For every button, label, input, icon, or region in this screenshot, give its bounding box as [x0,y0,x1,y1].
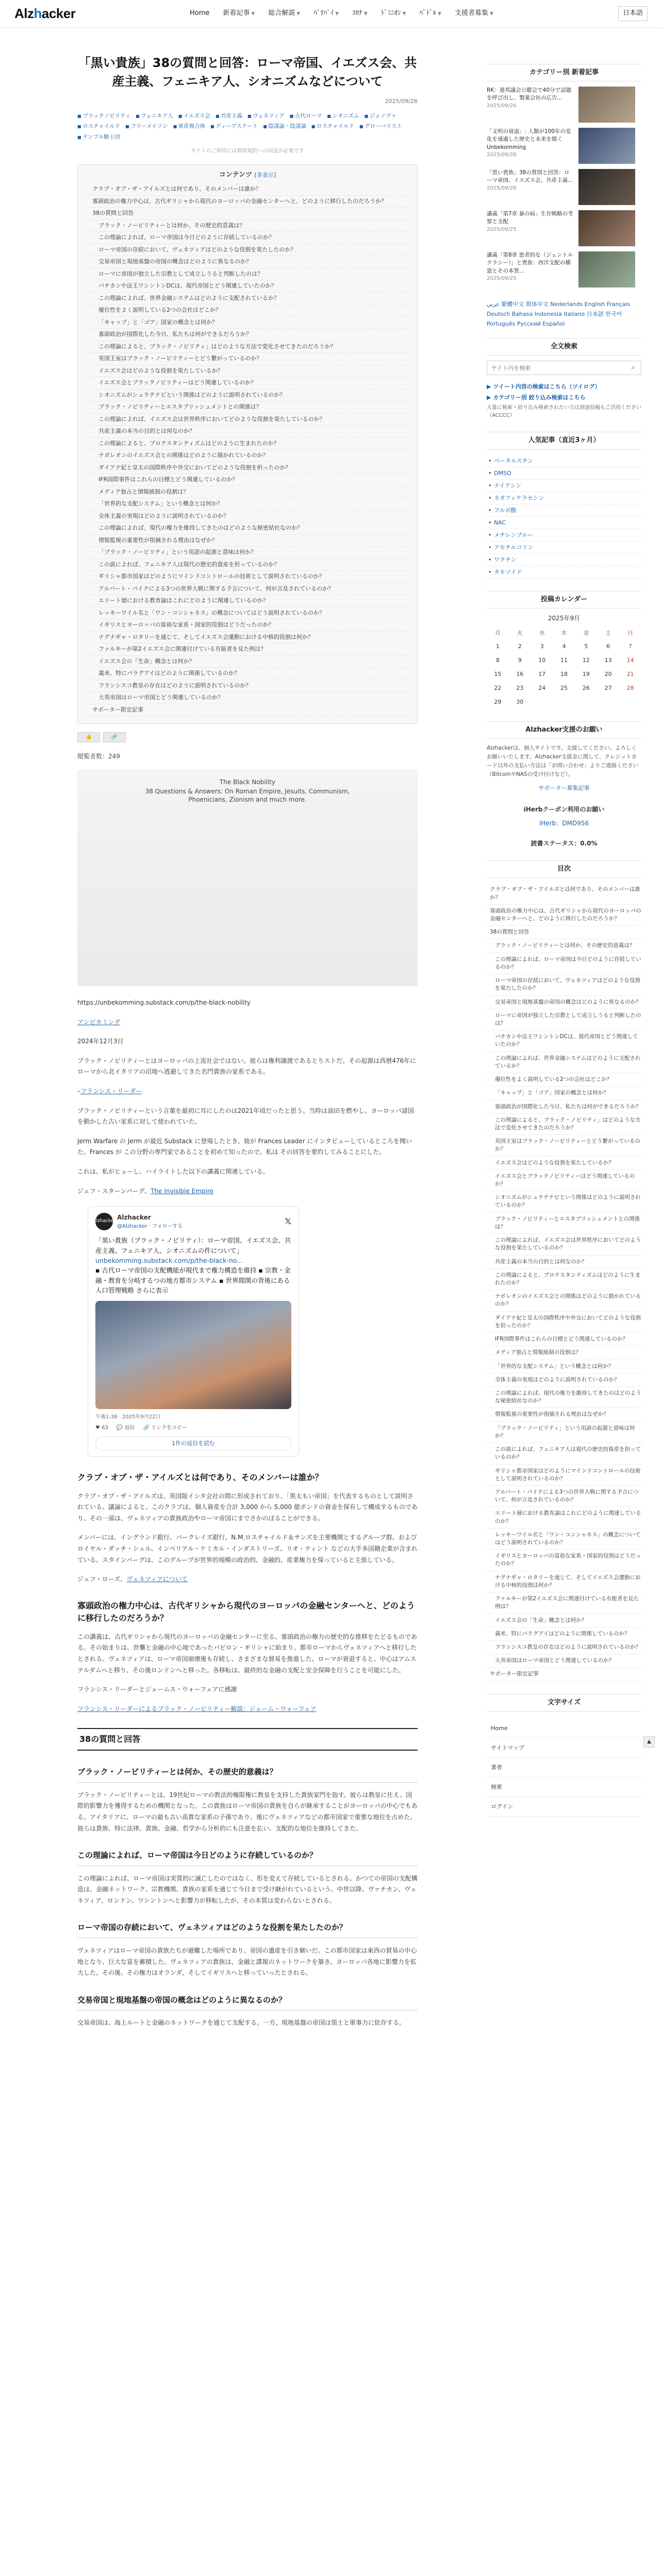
toc-item[interactable]: ファルキーが第2イエズス会に関連付けている有能者を見た例は？ [87,643,408,656]
ranking-list [487,455,641,579]
toc-item[interactable]: 優位性をよく説明している2つの会社はどこか？ [487,1073,641,1087]
avatar[interactable]: Alzhacker [95,1213,113,1230]
nav-supporter[interactable]: 支援者募集 ▼ [454,9,493,18]
calendar-day [553,695,575,709]
thumbnail[interactable] [578,251,635,287]
question-heading: ローマ帝国の存続において、ヴェネツィアはどのような役割を果たしたのか？ [77,1922,418,1938]
venice-link[interactable]: ヴェネツィアについて [126,1575,188,1583]
ranking-item[interactable]: • ナイアシン [487,480,641,492]
recent-post-item[interactable]: RK：連邦議会公聴会で40分で話題を呼び出し、製薬会社の広告... 2025/09/26 [487,87,641,123]
calendar-day[interactable]: 15 [494,670,502,677]
toc-item[interactable]: ギリシャ都市国家はどのようにマインドコントロールの技術として説明されているのか？ [487,1465,641,1486]
toc-title: コンテンツ [非表示] [219,171,276,179]
calendar-day[interactable]: 27 [604,684,612,691]
calendar-day[interactable]: 5 [584,642,588,650]
tag-link[interactable]: ■ テンプル騎士団 [77,133,120,141]
toc-hide-toggle[interactable]: [非表示] [254,172,276,179]
scroll-top-button[interactable]: ▲ [643,1736,655,1748]
tag-link[interactable]: ■ ヴェネツィア [247,112,285,120]
calendar-day[interactable]: 23 [516,684,524,691]
nav-corona[interactable]: ｺﾛﾅ ▼ [352,9,368,18]
intro-source-prefix: ジェフ・スターンバーグ、 [77,1187,151,1195]
reply-button[interactable]: 💬 返信 [116,1425,135,1431]
main-nav [190,8,493,19]
calendar-day[interactable]: 1 [495,642,500,650]
toc-item[interactable]: ローマに帝国が独立した宗教として成立しうると判断したのは？ [87,268,408,281]
coupon-title: iHerbクーポン利用のお願い [523,806,605,814]
nav-new[interactable]: 新着記事 ▼ [223,9,255,18]
recent-post-item[interactable]: 「黒い貴族」38の質問と回答：ローマ帝国、イエズス会、共産主義... 2025/09/26 [487,169,641,205]
footer-menu [487,1719,641,1817]
tag-list [77,112,418,141]
toc-item[interactable]: 大英帝国はローマ帝国とどう関連しているのか？ [487,1654,641,1668]
tweet-link[interactable]: unbekomming.substack.com/p/the-black-no... [95,1257,243,1265]
toc-item[interactable]: レッキーワイル名と「ワン・コンシャネス」の概念についてはどう説明されているのか？ [87,607,408,620]
tag-link[interactable]: ■ フェニキア人 [136,112,173,120]
toc-item[interactable]: 英国王室はブラック・ノービリティーとどう繋がっているのか？ [87,353,408,365]
toc-item[interactable]: ダイアナ妃と皇太の国際秩序や外交においてどのような役割を担ったのか？ [487,1312,641,1333]
embedded-tweet [88,1206,299,1456]
ranking-item[interactable]: • アセチルコリン [487,541,641,554]
calendar-day [619,695,641,709]
thumbnail[interactable] [578,87,635,123]
section-paragraph: この講義は、古代ギリシャから現代のヨーロッパの金融センターに至る、寡頭政治の権力の歴史的な推移をたどるものである。その始まりは、世襲と金融の中心地であったバビロン・ギリシャに始まり、都市ローマからヴェネツィアへと移行したとされる。ヴェネツィアは、ローマ帝国崩壊後も存続し、さまざまな貿易を推進した。ローマが衰退すると、中心はアムステルダムへと移り、その後ロンドンへと移った。各移転は、最終的な金融の支配と安全保障を行うことを可能にした。 [77,1633,418,1674]
weekday-label: 木 [561,629,567,636]
toc-item[interactable]: イエズス会はどのような役割を果たしているか？ [487,1157,641,1170]
calendar-day[interactable]: 2 [518,642,522,650]
weekday-label: 土 [605,629,611,636]
ranking-item[interactable]: • DMSO [487,467,641,480]
menu-item-login[interactable]: ログイン [487,1797,641,1817]
sidebar-heading: 全文検索 [487,338,641,355]
toc-item[interactable]: ナポレオンのイエズス会との関係はどのように描かれているのか？ [487,1290,641,1311]
toc-item[interactable]: アルバート・パイクによる3つの世界大戦に関する予言について、何が言及されているのか？ [487,1486,641,1507]
toc-item[interactable]: 「ブラック・ノービリティ」という用語の起源と意味は何か？ [87,547,408,559]
toc-item[interactable]: イエズス会とブラックノビリティーはどう関連しているのか？ [487,1170,641,1191]
toc-item[interactable]: イギリスとヨーロッパの富裕な家系・国家的役割はどうだったのか？ [87,619,408,632]
toc-item[interactable]: ギリシャ都市国家はどのようにマインドコントロールの技術として説明されているのか？ [87,571,408,583]
nav-dominion[interactable]: ﾄﾞﾐﾆｵﾝ ▼ [380,9,406,18]
toc-item[interactable]: シオニズムがシュラテナビという関係はどのように説明されているのか？ [87,389,408,402]
calendar-day[interactable]: 30 [516,699,524,706]
share-buttons [77,732,418,742]
tag-link[interactable]: ■ ディープステート [210,122,258,130]
weekday-label: 金 [583,629,589,636]
calendar-day[interactable]: 25 [560,684,568,691]
toc-item[interactable]: この理論によれば、現代の権力を維持してきたのはどのような秘密結社なのか？ [487,1387,641,1408]
toc-item[interactable]: レッキーワイル名と「ワン・コンシャネス」の概念についてはどう説明されているのか？ [487,1529,641,1550]
toc-item[interactable]: イエズス会はどのような役割を果たしているか？ [87,365,408,378]
tag-link[interactable]: ■ シオニズム [327,112,359,120]
source-url: https://unbekomming.substack.com/p/the-black-nobility [77,999,251,1007]
recent-post-item[interactable]: 「文明の衰退」: 人類が100年の変化を通過した歴史と未来を描く Unbekomming 2025/09/26 [487,128,641,164]
tweet-actions [95,1424,291,1432]
ranking-item[interactable]: • ネオフィケラセシン [487,492,641,504]
toc-item[interactable]: エリート層における教育論はこれにどのように関連しているのか？ [487,1507,641,1528]
calendar-day[interactable]: 14 [626,656,634,664]
sidebar-heading: Alzhacker支援のお願い [487,721,641,739]
site-header [0,0,662,28]
chevron-down-icon: ▼ [296,11,301,17]
toc-item[interactable]: 「キャップ」と「ゴア」国家の概念とは何か？ [87,317,408,329]
footer-menu-block [487,1694,641,1817]
calendar-day[interactable]: 20 [604,670,612,677]
thumbnail[interactable] [578,169,635,205]
ranking-block [487,432,641,579]
toc-item[interactable]: この理論によれば、現代の権力を維持してきたのはどのような秘密結社なのか？ [87,522,408,535]
tag-link[interactable]: ■ 共産主義 [216,112,242,120]
toc-item[interactable]: 「世界的な支配システム」という概念とは何か？ [487,1360,641,1374]
toc-item[interactable]: クラブ・オブ・ザ・アイルズとは何であり、そのメンバーは誰か？ [87,183,408,196]
toc-item[interactable]: この理論によれば、イエズス会は世界秩序においてどのような役割を果たしているのか？ [487,1234,641,1255]
author-link[interactable]: フランシス・リーダー [80,1088,142,1095]
toc-item[interactable]: この理論によれば、世界金融システムはどのように支配されているか？ [87,293,408,305]
calendar-day [597,695,619,709]
toc-item[interactable]: ローマ帝国の存続において、ヴェネツィアはどのような役割を果たしたのか？ [487,974,641,995]
menu-item-search[interactable]: 検索 [487,1777,641,1797]
sidebar-heading: 目次 [487,860,641,878]
toc-item[interactable]: IFR国際事件はこれらの目標とどう関連しているのか？ [87,474,408,486]
intro-paragraph: これは、私がヒューし、ハイライトした以下の講義に関連している。 [77,1168,269,1176]
section-paragraph: メンバーには、イングランド銀行、バークレイズ銀行、N.M.ロスチャイルド＆サンズを主要機関とするグループ群、およびロイヤル・ダッチ・シェル、インペリアル・ケミカル・インダストリーズ、リオ・ティント などの大手多国籍企業が含まれている。スタインバーグは、このグループが世界的規模の政治的、金融的、産業権力を保っていると主張している。 [77,1534,418,1564]
support-text: Alzhackerは、個人サイトです。支援してください。よろしくお願いいたします。Alzhacker支援金に関して、クレジットカード以外の支払い方法は「お問い合わせ」よりご連絡ください（BitcoinやNASの受け付けなど）。 [487,745,638,777]
copy-link-button[interactable]: 🔗 リンクをコピー [143,1425,187,1431]
section-heading: 38の質問と回答 [77,1728,418,1751]
ranking-item[interactable]: • ワクチン [487,554,641,566]
post-calendar [487,614,641,709]
toc-item[interactable]: この説によれば、フェニキア人は現代の歴史的資産を担っているのか？ [87,559,408,571]
toc-item[interactable]: アルバート・パイクによる3つの世界大戦に関する予言について、何が言及されているのか？ [87,583,408,596]
tweet-author[interactable]: Alzhacker [117,1214,151,1222]
toc-item[interactable]: 寡頭政治の権力中心は、古代ギリシャから現代のヨーロッパの金融センターへと、どのように移行したのだろうか？ [487,905,641,926]
toc-item[interactable]: 寡頭政治の権力中心は、古代ギリシャから現代のヨーロッパの金融センターへと、どのように移行したのだろうか？ [87,196,408,208]
answer-paragraph: ブラック・ノービリティーとは、19世紀ローマの教法的権限権に教皇を支持した貴族家門を指す。彼らは教皇に仕え、国際的影響力を獲得するための機関となった。この貴族はローマ帝国の貴族を自らが継承することがヨーロッパの中心でもある。アイタリアに、ローマの最も古い高貴な家系の子孫であり、後にヴェネツィアなどの都市国家で重要な地位を占めた。彼らは貴族、特に法律、貴族、金融、哲学から分析的にも注意を払い、支配的な地位を維持してきた。 [77,1791,418,1832]
hero-subheading: 38 Questions & Answers: On Roman Empire, Jesuits, Communism, Phoenicians, Zionism and much more. [145,787,350,804]
search-icon[interactable]: ⌕ [631,364,635,372]
toc-item[interactable]: ローマ帝国の存続において、ヴェネツィアはどのような役割を果たしたのか？ [87,244,408,257]
calendar-day[interactable]: 18 [560,670,568,677]
source-link[interactable]: アンビカミング [77,1018,121,1026]
coupon-code[interactable]: iHerb：DMD956 [539,820,589,827]
calendar-day[interactable]: 28 [626,684,634,691]
calendar-day[interactable]: 4 [562,642,566,650]
menu-item-author[interactable]: 著者 [487,1758,641,1777]
chevron-down-icon: ▼ [438,11,441,17]
weekday-label: 日 [627,629,634,636]
thumbnail[interactable] [578,210,635,246]
answer-paragraph: 交易帝国は、海上ルートと金融のネットワークを通じて支配する。一方、現地基盤の帝国は領土と軍事力に依存する。 [77,2019,406,2027]
tag-link[interactable]: ■ ブラックノビリティ [77,112,130,120]
toc-item[interactable]: ブラック・ノービリティーとは何か、その歴史的意義は？ [487,939,641,953]
terms-note: サイトのご利用には利用規約への同意が必要です [191,148,304,154]
nav-overview[interactable]: 総合解説 ▼ [268,9,301,18]
chevron-down-icon: ▼ [363,11,368,17]
toc-item[interactable]: メディア独占と情報統制の役割は？ [87,486,408,499]
toc-item[interactable]: この理論によれば、イエズス会は世界秩序においてどのような役割を果たしているのか？ [87,414,408,426]
toc-item[interactable]: イエズス会の「生命」概念とは何か？ [87,656,408,668]
language-select[interactable]: 日本語 [618,6,648,21]
toc-item[interactable]: この理論によると、ブラック・ノビリティ」はどのような方法で変化させてきたのだろうか？ [87,341,408,353]
video-link[interactable]: フランシス・リーダーによるブラック・ノービリティー解説：ジェーム・ウォーフェア [77,1705,317,1713]
toc-item[interactable]: 大英帝国はローマ帝国とどう関連しているのか？ [87,692,408,704]
tweet-handle[interactable]: @Alzhacker · フォローする [117,1223,183,1229]
section-paragraph: フランシス・リーダーとジェームス・ウォーフェアに感謝 [77,1686,237,1693]
toc-item[interactable]: イエズス会の「生命」概念とは何か？ [487,1614,641,1628]
toc-item[interactable]: ファルキーが第2イエズス会に関連付けている有能者を見た例は？ [487,1592,641,1614]
ranking-item[interactable]: • タキソイド [487,566,641,579]
toc-item[interactable]: 交易帝国と現地基盤の帝国の概念はどのように異なるのか？ [87,256,408,268]
calendar-block [487,591,641,709]
supporter-link[interactable]: サポーター募集記事 [538,785,590,792]
calendar-day [575,695,597,709]
sidebar-toc-list [487,883,641,1681]
tag-link[interactable]: ■ 軍産複合体 [173,122,206,130]
tag-link[interactable]: ■ ロスチャイルド [311,122,354,130]
intro-paragraph: ブラック・ノビリティーとはヨーロッパの上流社会ではない。彼らは権利譲渡であるとりストだ。その起源は西暦476年にローマから北イタリアの沼地へ逃避してきた名門貴族の家系である。 [77,1057,417,1076]
question-heading: この理論によれば、ローマ帝国は今日どのように存続しているのか？ [77,1850,418,1866]
sidebar-heading: 投稿カレンダー [487,591,641,608]
toc-item[interactable]: 「世界的な支配システム」という概念とは何か？ [87,498,408,511]
section-heading: 寡頭政治の権力中心は、古代ギリシャから現代のヨーロッパの金融センターへと、どのように移行したのだろうか？ [77,1600,415,1623]
tweet-image[interactable] [95,1301,291,1409]
tag-link[interactable]: ■ イエズス会 [178,112,210,120]
share-button[interactable]: 🔗 [103,732,126,742]
article-main: 「黒い貴族」38の質問と回答：ローマ帝国、イエズス会、共産主義、フェニキア人、シオニズムなどについて 2025/09/26 ■ ブラックノビリティ ■ フェニキア人 ■ イエズス会 ■ 共産主義 ■ ヴェネツィア ■ 古代ローマ ■ シオニズム ■ ジェノヴァ ■ ロスチャイルド ■ フリーメイソン ■ 軍産複合体 ■ ディープステート ■ 陰謀論・陰謀論 ■ ロスチャイルド ■ グローバリスト ■ テンプル騎士団 サイトのご利用には利用規約への同意が必要です コンテンツ [非表示] クラブ・オブ・ザ・アイルズとは何であり、そのメンバーは誰か？ 寡頭政治の権力中心は、古代ギリシャから現代のヨーロッパの金融センターへと、どのように移行したのだろうか？ 38の質問と回答 ブラック・ノービリティーとは何か、その歴史的意義は？ この理論によれば、ローマ帝国は今日どのように存続しているのか？ ローマ帝国の存続において、ヴェネツィアはどのような役割を果たしたのか？ 交易帝国と現地基盤の帝国の概念はどのように異なるのか？ ローマに帝国が独立した宗教として成立しうると判断したのは？ バチカンや法王ワシントンDCは、現代帝国とどう関連していたのか？ この理論によれば、世界金融システムはどのように支配されているか？ 優位性をよく説明している2つの会社はどこか？ 「キャップ」と「ゴア」国家の概念とは何か？ 寡頭政治が国際化した今日、私たちは何ができるだろうか？ この理論によると、ブラック・ノビリティ」はどのような方法で変化させてきたのだろうか？ 英国王室はブラック・ノービリティーとどう繋がっているのか？ イエズス会はどのような役割を果たしているか？ イエズス会とブラックノビリティーはどう関連しているのか？ シオニズムがシュラテナビという関係はどのように説明されているのか？ ブラック・ノビリティーとエスタブリッシュメントとの関係は？ この理論によれば、イエズス会は世界秩序においてどのような役割を果たしているのか？ 共産主義の本当の目的とは何なのか？ この理論によると、プロテスタンティズムはどのように生まれたのか？ ナポレオンのイエズス会との関係はどのように描かれているのか？ ダイアナ妃と皇太の国際秩序や外交においてどのような役割を担ったのか？ IFR国際事件はこれらの目標とどう関連しているのか？ メディア独占と情報統制の役割は？ 「世界的な支配システム」という概念とは何か？ 全体主義の実現はどのように説明されているのか？ この理論によれば、現代の権力を維持してきたのはどのような秘密結社なのか？ 情報監視の重要性が指摘される理由はなぜか？ 「ブラック・ノービリティ」という用語の起源と意味は何か？ この説によれば、フェニキア人は現代の歴史的資産を担っているのか？ ギリシャ都市国家はどのようにマインドコントロールの技術として説明されているのか？ アルバート・パイクによる3つの世界大戦に関する予言について、何が言及されているのか？ エリート層における教育論はこれにどのように関連しているのか？ レッキーワイル名と「ワン・コンシャネス」の概念についてはどう説明されているのか？ イギリスとヨーロッパの富裕な家系・国家的役割はどうだったのか？ ナグナギャ・ロタリーを通じて、そしてイエズス会運動における中核的役割は何か？ ファルキーが第2イエズス会に関連付けている有能者を見た例は？ イエズス会の「生命」概念とは何か？ 義米、特にパラグアイはどのように関係しているのか？ フランシスコ教皇の存在はどのように説明されているのか？ 大英帝国はローマ帝国とどう関連しているのか？ サポーター限定記事 👍 🔗 閲覧者数：249 The Black Nobility 38 Questions & Answers: On Roman Empire, Jesuits, Communism, Phoenicians, Zionism and much more. https://unbekomming.substack.com/p/the-black-nobility アンビカミング 2024年12月3日 ブラック・ノビリティーとはヨーロッパの上流社会ではない。彼らは権利譲渡であるとりストだ。その起源は西暦476年にローマから北イタリアの沼地へ逃避してきた名門貴族の家系である。 –フランシス・リーダー ブラック・ノビリティーという言葉を最初に耳にしたのは2021年頃だったと思う。当時は油田を燃やし、ヨーロッパ諸国を動かした古い家系に対して使われていた。 Jerm Warfare の Jerm が最近 Substack に登場したとき、彼が Frances Leader にインタビューしているところを聞いた。Frances が この分野の専門家であることを初めて知ったので、私は その回答を要約してみることにした。 これは、私がヒューし、ハイライトした以下の講義に関連している。 ジェフ・スターンバーグ、The Invisible Empire Alzhacker Alzhacker @Alzhacker · フォローする 𝕏 「黒い貴族（ブラック・ノビリティ）：ローマ帝国、イエズス会、共産主義、フェニキア人、シオニズムの件について」 unbekomming.substack.com/p/the-black-no... ▪ 古代ローマ帝国の支配機能が現代まで権力構造を維持 ▪ 宗教・金融・教育を分岐するつの地方都市システム ▪ 世界間関の背後にある人口管理戦略 さらに表示 午後1:38 · 2025年9月22日 ♥ 63 💬 返信 🔗 リンクをコピー 1件の返信を読む クラブ・オブ・ザ・アイルズとは何であり、そのメンバーは誰か？ クラブ・オブ・ザ・アイルズは、英国版イシタ会社の間に形成されており、「黒太もい帝国」を代表するものとして説明されている。議論によると、このクラブは、個人資産を合計 3,000 から 5,000 億ポンドの資金を保有して構成するものであり、その一部は、ヴェネツィアの貴族政治やローマ帝国にまでさかのぼることができる。 メンバーには、イングランド銀行、バークレイズ銀行、N.M.ロスチャイルド＆サンズを主要機関とするグループ群、およびロイヤル・ダッチ・シェル、インペリアル・ケミカル・インダストリーズ、リオ・ティント などの大手多国籍企業が含まれている。スタインバーグは、このグループが世界的規模の政治的、金融的、産業権力を保っていると主張している。 ジェフ・ローズ、ヴェネツィアについて 寡頭政治の権力中心は、古代ギリシャから現代のヨーロッパの金融センターへと、どのように移行したのだろうか？ この講義は、古代ギリシャから現代のヨーロッパの金融センターに至る、寡頭政治の権力の歴史的な推移をたどるものである。その始まりは、世襲と金融の中心地であったバビロン・ギリシャに始まり、都市ローマからヴェネツィアへと移行したとされる。ヴェネツィアは、ローマ帝国崩壊後も存続し、さまざまな貿易を推進した。ローマが衰退すると、中心はアムステルダムへと移り、その後ロンドンへと移った。各移転は、最終的な金融の支配と安全保障を行うことを可能にした。 フランシス・リーダーとジェームス・ウォーフェアに感謝 フランシス・リーダーによるブラック・ノービリティー解説：ジェーム・ウォーフェア 38の質問と回答 ブラック・ノービリティーとは何か、その歴史的意義は？ ブラック・ノービリティーとは、19世紀ローマの教法的権限権に教皇を支持した貴族家門を指す。彼らは教皇に仕え、国際的影響力を獲得するための機関となった。この貴族はローマ帝国の貴族を自らが継承することがヨーロッパの中心でもある。アイタリアに、ローマの最も古い高貴な家系の子孫であり、後にヴェネツィアなどの都市国家で重要な地位を占めた。彼らは貴族、特に法律、貴族、金融、哲学から分析的にも注意を払い、支配的な地位を維持してきた。 この理論によれば、ローマ帝国は今日どのように存続しているのか？ この理論によれば、ローマ帝国は実質的に滅亡したのではなく、形を変えて存続しているとされる。かつての帝国の支配構造は、金融ネットワーク、宗教機関、貴族の家系を通じて今日まで受け継がれているという。中世以降、ヴァチカン、ヴェネツィア、ロンドン、ワシントンへと影響力が移転したが、その本質は変わらないとされる。 ローマ帝国の存続において、ヴェネツィアはどのような役割を果たしたのか？ ヴェネツィアはローマ帝国の貴族たちが避難した場所であり、帝国の遺産を引き継いだ。この都市国家は東西の貿易の中心地となり、巨大な富を蓄積した。ヴェネツィアの貴族は、金融と諜報のネットワークを築き、ヨーロッパ各地に影響力を拡大した。その後、その権力はオランダ、そしてイギリスへと移っていったとされる。 交易帝国と現地基盤の帝国の概念はどのように異なるのか？ 交易帝国は、海上ルートと金融のネットワークを通じて支配する。一方、現地基盤の帝国は領土と軍事力に依存する。 [10,28,464,2037]
ranking-item[interactable]: • メチレンブルー [487,529,641,541]
search-note: 大量に検索・絞り込み検索されたい方は別途投稿もご活用ください（ACCCC） [487,405,641,419]
toc-item[interactable]: 情報監視の重要性が指摘される理由はなぜか？ [87,535,408,547]
tag-link[interactable]: ■ ジェノヴァ [365,112,397,120]
thumbnail[interactable] [578,128,635,164]
calendar-day[interactable]: 7 [628,642,633,650]
calendar-day[interactable]: 3 [540,642,544,650]
ranking-item[interactable]: • NAC [487,517,641,529]
table-of-contents [77,164,418,724]
weekday-label: 水 [539,629,545,636]
toc-item[interactable]: サポーター限定記事 [487,1668,641,1681]
tag-link[interactable]: ■ ロスチャイルド [77,122,120,130]
calendar-day[interactable]: 9 [518,656,522,664]
sidebar-toc [487,860,641,1681]
calendar-day[interactable]: 11 [560,656,568,664]
toc-item[interactable]: ブラック・ノービリティーとは何か、その歴史的意義は？ [87,220,408,232]
share-button[interactable]: 👍 [77,732,100,742]
nav-paribai[interactable]: ﾊﾟﾘﾊﾞｲ ▼ [313,9,339,18]
toc-item[interactable]: 英国王室はブラック・ノービリティーとどう繋がっているのか？ [487,1135,641,1156]
chevron-down-icon: ▼ [489,11,493,17]
toc-item[interactable]: バチカンや法王ワシントンDCは、現代帝国とどう関連していたのか？ [487,1030,641,1052]
toc-item[interactable]: ブラック・ノビリティーとエスタブリッシュメントとの関係は？ [487,1213,641,1234]
reading-progress: 読書ステータス：0.0% [531,839,598,847]
toc-item[interactable]: この説によれば、フェニキア人は現代の歴史的資産を担っているのか？ [487,1443,641,1464]
toc-item[interactable]: 情報監視の重要性が指摘される理由はなぜか？ [487,1408,641,1421]
read-replies-button[interactable]: 1件の返信を読む [95,1436,291,1450]
toc-item[interactable]: ナグナギャ・ロタリーを通じて、そしてイエズス会運動における中核的役割は何か？ [487,1571,641,1592]
toc-item[interactable]: この理論によれば、ローマ帝国は今日どのように存続しているのか？ [487,953,641,974]
search-box [487,361,641,375]
like-button[interactable]: ♥ 63 [95,1425,108,1431]
toc-item[interactable]: バチカンや法王ワシントンDCは、現代帝国とどう関連していたのか？ [87,280,408,293]
toc-item[interactable]: IFR国際事件はこれらの目標とどう関連しているのか？ [487,1333,641,1346]
hero-image [77,770,418,986]
toc-item[interactable]: ダイアナ妃と皇太の国際秩序や外交においてどのような役割を担ったのか？ [87,462,408,474]
view-count: 閲覧者数：249 [77,753,120,760]
toc-item[interactable]: イエズス会とブラックノビリティーはどう関連しているのか？ [87,377,408,389]
invisible-empire-link[interactable]: The Invisible Empire [151,1187,213,1195]
ranking-item[interactable]: • ベータルスチン [487,455,641,467]
intro-paragraph: ブラック・ノビリティーという言葉を最初に耳にしたのは2021年頃だったと思う。当時は油田を燃やし、ヨーロッパ諸国を動かした古い家系に対して使われていた。 [77,1107,414,1126]
toc-item[interactable]: シオニズムがシュラテナビという関係はどのように説明されているのか？ [487,1191,641,1212]
calendar-day[interactable]: 29 [494,699,502,706]
toc-item[interactable]: ブラック・ノビリティーとエスタブリッシュメントとの関係は？ [87,401,408,414]
calendar-day[interactable]: 22 [494,684,502,691]
answer-paragraph: この理論によれば、ローマ帝国は実質的に滅亡したのではなく、形を変えて存続しているとされる。かつての帝国の支配構造は、金融ネットワーク、宗教機関、貴族の家系を通じて今日まで受け継がれているという。中世以降、ヴァチカン、ヴェネツィア、ロンドン、ワシントンへと影響力が移転したが、その本質は変わらないとされる。 [77,1874,418,1904]
toc-item[interactable]: この理論によると、ブラック・ノビリティ」はどのような方法で変化させてきたのだろうか？ [487,1114,641,1135]
toc-item[interactable]: フランシスコ教皇の存在はどのように説明されているのか？ [87,680,408,692]
toc-item[interactable]: 寡頭政治が国際化した今日、私たちは何ができるだろうか？ [487,1100,641,1114]
toc-item[interactable]: 「ブラック・ノービリティ」という用語の起源と意味は何か？ [487,1422,641,1443]
toc-item[interactable]: メディア独占と情報統制の役割は？ [487,1346,641,1360]
x-logo-icon[interactable]: 𝕏 [285,1216,291,1226]
chevron-down-icon: ▼ [335,11,339,17]
tag-link[interactable]: ■ 古代ローマ [290,112,322,120]
toc-item[interactable]: ローマに帝国が独立した宗教として成立しうると判断したのは？ [487,1009,641,1030]
toc-item[interactable]: 寡頭政治が国際化した今日、私たちは何ができるだろうか？ [87,329,408,341]
tag-link[interactable]: ■ 陰謀論・陰謀論 [263,122,306,130]
answer-paragraph: ヴェネツィアはローマ帝国の貴族たちが避難した場所であり、帝国の遺産を引き継いだ。この都市国家は東西の貿易の中心地となり、巨大な富を蓄積した。ヴェネツィアの貴族は、金融と諜報のネットワークを築き、ヨーロッパ各地に影響力を拡大した。その後、その権力はオランダ、そしてイギリスへと移っていったとされる。 [77,1946,417,1977]
toc-item[interactable]: 義米、特にパラグアイはどのように関係しているのか？ [487,1628,641,1641]
toc-list [87,183,408,716]
calendar-day[interactable]: 21 [626,670,634,677]
recent-post-item[interactable]: 講義「第8章 患者的な（ジェントルクラシー）」と貴族：西洋支配の構造とその本質... 2025/09/25 [487,251,641,287]
toc-item[interactable]: この理論によれば、世界金融システムはどのように支配されているか？ [487,1052,641,1073]
recent-post-item[interactable]: 講義「第7章 暴の病」生存戦略の考察と支配 2025/09/25 [487,210,641,246]
weekday-label: 火 [517,629,523,636]
toc-item[interactable]: 義米、特にパラグアイはどのように関係しているのか？ [87,668,408,680]
toc-item[interactable]: この理論によれば、ローマ帝国は今日どのように存続しているのか？ [87,232,408,244]
menu-item-home[interactable]: Home [487,1719,641,1738]
coupon-block [487,805,641,848]
toc-item[interactable]: この理論によると、プロテスタンティズムはどのように生まれたのか？ [487,1269,641,1290]
calendar-day[interactable]: 26 [582,684,590,691]
question-heading: 交易帝国と現地基盤の帝国の概念はどのように異なるのか？ [77,1994,418,2011]
toc-item[interactable]: 優位性をよく説明している2つの会社はどこか？ [87,304,408,317]
weekday-label: 月 [494,629,501,636]
toc-item[interactable]: 共産主義の本当の目的とは何なのか？ [87,426,408,438]
section-heading: クラブ・オブ・ザ・アイルズとは何であり、そのメンバーは誰か？ [77,1472,323,1482]
calendar-day[interactable]: 10 [538,656,546,664]
calendar-day[interactable]: 6 [606,642,610,650]
language-links[interactable]: عربي 繁體中文 简体中文 Nederlands English Français Deutsch Bahasa Indonesia Italiano 日本語 한국어 Português Русский Español [487,301,631,327]
nav-home[interactable]: Home [190,9,210,18]
page-title: 「黒い貴族」38の質問と回答：ローマ帝国、イエズス会、共産主義、フェニキア人、シオニズムなどについて [78,56,417,89]
section-paragraph: クラブ・オブ・ザ・アイルズは、英国版イシタ会社の間に形成されており、「黒太もい帝国」を代表するものとして説明されている。議論によると、このクラブは、個人資産を合計 3,000 から 5,000 億ポンドの資金を保有して構成するものであり、その一部は、ヴェネツィアの貴族政治やローマ帝国にまでさかのぼることができる。 [77,1492,418,1522]
nav-padoru[interactable]: ﾊﾟﾄﾞﾙ ▼ [419,9,441,18]
site-logo[interactable]: Alzhacker [14,6,76,22]
calendar-day[interactable]: 12 [582,656,590,664]
toc-item[interactable]: 交易帝国と現地基盤の帝国の概念はどのように異なるのか？ [487,996,641,1009]
hero-heading: The Black Nobility [219,778,276,786]
question-heading: ブラック・ノービリティーとは何か、その歴史的意義は？ [77,1766,418,1783]
calendar-day[interactable]: 24 [538,684,546,691]
calendar-month: 2025年9月 [548,615,581,622]
toc-item[interactable]: ナポレオンのイエズス会との関係はどのように描かれているのか？ [87,450,408,462]
source-date: 2024年12月3日 [77,1038,124,1045]
toc-item[interactable]: 38の質問と回答 [487,926,641,939]
support-block [487,721,641,792]
sidebar-heading: 人気記事（直近3ヶ月） [487,432,641,449]
toc-item[interactable]: サポーター限定記事 [87,704,408,717]
toc-item[interactable]: 全体主義の実現はどのように説明されているのか？ [87,511,408,523]
tweet-search-link[interactable]: ▶ ツイート内容の検索はこちら（ツイログ） [487,383,601,391]
search-block [487,338,641,419]
toc-item[interactable]: イギリスとヨーロッパの富裕な家系・国家的役割はどうだったのか？ [487,1550,641,1571]
section-source-prefix: ジェフ・ローズ、 [77,1575,127,1583]
post-date: 2025/09/26 [385,98,418,105]
toc-item[interactable]: クラブ・オブ・ザ・アイルズとは何であり、そのメンバーは誰か？ [487,883,641,904]
toc-item[interactable]: エリート層における教育論はこれにどのように関連しているのか？ [87,595,408,607]
recent-posts [487,64,641,287]
calendar-day [531,695,553,709]
menu-item-sitemap[interactable]: サイトマップ [487,1738,641,1758]
calendar-day[interactable]: 8 [495,656,500,664]
category-search-link[interactable]: ▶ カテゴリー別 絞り込み検索はこちら [487,394,586,401]
calendar-day[interactable]: 19 [582,670,590,677]
calendar-day[interactable]: 13 [604,656,612,664]
calendar-day[interactable]: 17 [538,670,546,677]
toc-item[interactable]: この理論によると、プロテスタンティズムはどのように生まれたのか？ [87,438,408,450]
ranking-item[interactable]: • フルボ酸 [487,504,641,517]
sidebar-heading: カテゴリー別 新着記事 [487,64,641,81]
search-input[interactable] [487,361,625,375]
intro-paragraph: Jerm Warfare の Jerm が最近 Substack に登場したとき、彼が Frances Leader にインタビューしているところを聞いた。Frances が この分野の専門家であることを初めて知ったので、私は その回答を要約してみることにした。 [77,1137,412,1156]
calendar-day[interactable]: 16 [516,670,524,677]
toc-item[interactable]: 共産主義の本当の目的とは何なのか？ [487,1256,641,1269]
sidebar [487,28,641,2037]
toc-item[interactable]: ナグナギャ・ロタリーを通じて、そしてイエズス会運動における中核的役割は何か？ [87,632,408,644]
toc-item[interactable]: 「キャップ」と「ゴア」国家の概念とは何か？ [487,1087,641,1100]
toc-item[interactable]: フランシスコ教皇の存在はどのように説明されているのか？ [487,1641,641,1654]
chevron-down-icon: ▼ [251,11,255,17]
chevron-down-icon: ▼ [402,11,406,17]
tag-link[interactable]: ■ フリーメイソン [125,122,168,130]
tweet-time: 午後1:38 · 2025年9月22日 [95,1414,161,1420]
toc-item[interactable]: 38の質問と回答 [87,208,408,220]
toc-item[interactable]: 全体主義の実現はどのように説明されているのか？ [487,1374,641,1387]
tweet-text: 「黒い貴族（ブラック・ノビリティ）：ローマ帝国、イエズス会、共産主義、フェニキア人、シオニズムの件について」 unbekomming.substack.com/p/the-black-no... ▪ 古代ローマ帝国の支配機能が現代まで権力構造を維持 ▪ 宗教・金融・教育を分岐するつの地方都市システム ▪ 世界間関の背後にある人口管理戦略 さらに表示 [95,1236,291,1295]
tag-link[interactable]: ■ グローバリスト [359,122,402,130]
sidebar-heading: 文字サイズ [487,1694,641,1711]
